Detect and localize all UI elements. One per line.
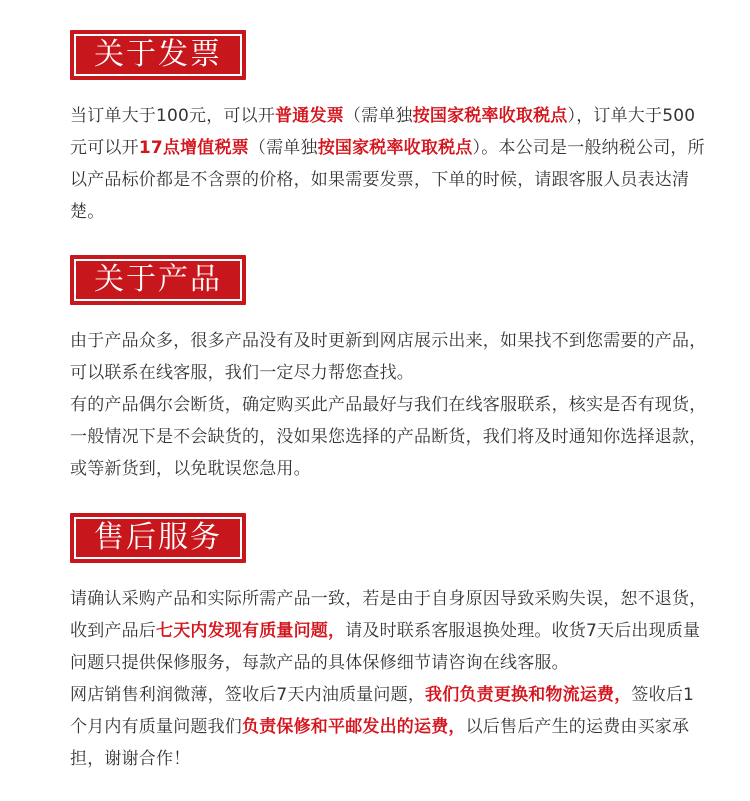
paragraph — [70, 389, 710, 485]
section-title: 关于产品 — [74, 259, 242, 301]
text-run: 以后售后产生的运费由买家承担，谢谢合作！ — [70, 717, 690, 769]
section-products — [70, 255, 710, 485]
section-title-box — [70, 255, 246, 305]
text-run: （需单独 — [343, 106, 413, 126]
section-invoice — [70, 30, 710, 228]
text-run: 网店销售利润微薄，签收后7天内油质量问题， — [70, 685, 426, 705]
text-run: 请确认采购产品和实际所需产品一致，若是由于自身原因导致采购失误，恕不退货，收到产品后 — [70, 589, 707, 641]
highlight-text: 负责保修和平邮发出的运费， — [242, 717, 466, 737]
section-body — [70, 325, 710, 485]
text-run: ）。本公司是一般纳税公司，所以产品标价都是不含票的价格，如果需要发票，下单的时候，请跟客服人员表达清楚。 — [70, 138, 705, 222]
section-body — [70, 100, 710, 228]
highlight-text: 普通发票 — [275, 106, 344, 126]
highlight-text: 七天内发现有质量问题， — [156, 621, 346, 641]
text-run: ），订单大于500元可以开 — [70, 106, 696, 158]
paragraph — [70, 325, 710, 389]
text-run: （需单独 — [248, 138, 318, 158]
section-title-box — [70, 513, 246, 563]
section-title-box — [70, 30, 246, 80]
paragraph — [70, 583, 710, 679]
text-run: 当订单大于100元，可以开 — [70, 106, 276, 126]
section-title: 售后服务 — [74, 517, 242, 559]
text-run: 请及时联系客服退换处理。收货7天后出现质量问题只提供保修服务，每款产品的具体保修细节请咨询在线客服。 — [70, 621, 701, 673]
paragraph — [70, 100, 710, 228]
section-body — [70, 583, 710, 775]
text-run: 有的产品偶尔会断货，确定购买此产品最好与我们在线客服联系，核实是否有现货，一般情况下是不会缺货的，没如果您选择的产品断货，我们将及时通知你选择退款，或等新货到，以免耽误您急用。 — [70, 395, 707, 479]
text-run: 由于产品众多，很多产品没有及时更新到网店展示出来，如果找不到您需要的产品，可以联系在线客服，我们一定尽力帮您查找。 — [70, 331, 707, 383]
section-after-sales — [70, 513, 710, 775]
section-title: 关于发票 — [74, 34, 242, 76]
highlight-text: 17点增值税票 — [138, 138, 249, 158]
highlight-text: 按国家税率收取税点 — [317, 138, 473, 158]
highlight-text: 我们负责更换和物流运费， — [425, 685, 632, 705]
text-run: 签收后1个月内有质量问题我们 — [70, 685, 695, 737]
highlight-text: 按国家税率收取税点 — [412, 106, 568, 126]
paragraph — [70, 679, 710, 775]
